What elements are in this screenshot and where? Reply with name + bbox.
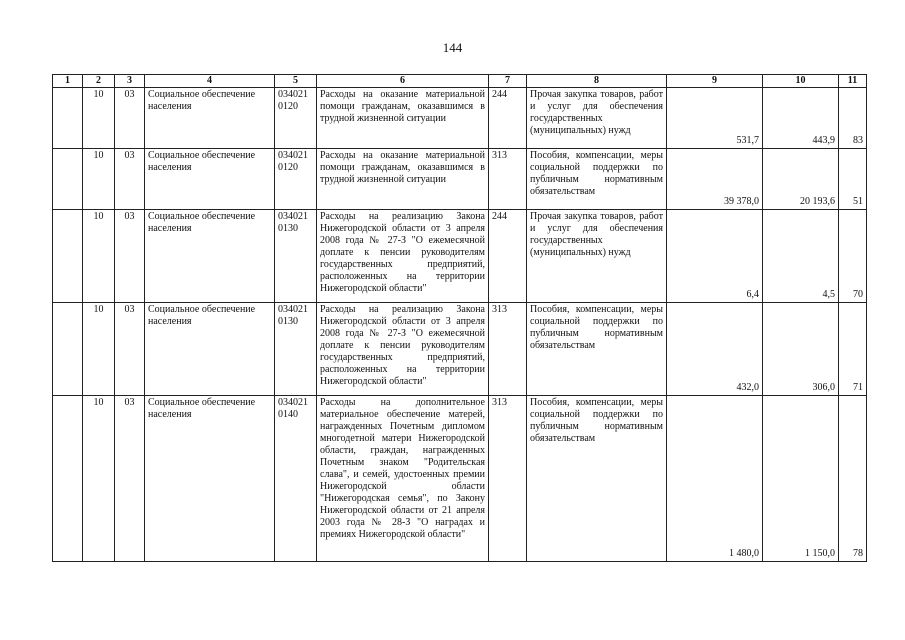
table-row <box>53 88 867 149</box>
cell-section: 10 <box>83 149 115 210</box>
cell-section: 10 <box>83 88 115 149</box>
column-header-3: 3 <box>115 75 145 88</box>
cell-target-code: 034021 0120 <box>275 88 317 149</box>
cell-type-name: Пособия, компенсации, меры социальной поддержки по публичным нормативным обязательствам <box>527 149 667 210</box>
table-header-row <box>53 75 867 88</box>
cell-type-code: 244 <box>489 210 527 303</box>
cell-subsection: 03 <box>115 396 145 562</box>
cell-executed: 20 193,6 <box>763 149 839 210</box>
column-header-10: 10 <box>763 75 839 88</box>
cell-percent: 71 <box>839 303 867 396</box>
cell-type-name: Прочая закупка товаров, работ и услуг для обеспечения государственных (муниципальных) нужд <box>527 88 667 149</box>
cell-section-name: Социальное обеспечение населения <box>145 210 275 303</box>
cell-target-code: 034021 0140 <box>275 396 317 562</box>
column-header-8: 8 <box>527 75 667 88</box>
cell-planned: 531,7 <box>667 88 763 149</box>
cell-type-name: Пособия, компенсации, меры социальной поддержки по публичным нормативным обязательствам <box>527 303 667 396</box>
cell-subsection: 03 <box>115 210 145 303</box>
cell-col1 <box>53 88 83 149</box>
cell-subsection: 03 <box>115 88 145 149</box>
cell-executed: 306,0 <box>763 303 839 396</box>
column-header-2: 2 <box>83 75 115 88</box>
cell-expense-name: Расходы на дополнительное материальное обеспечение матерей, награжденных Почетным дипломом многодетной матери Нижегородской области, граждан, награжденных Почетным знаком "Родительская слава", и семей, удостоенных премии Нижегородской области "Нижегородская семья", по Закону Нижегородской области от 21 апреля 2003 года № 28-З "О наградах и премиях Нижегородской области" <box>317 396 489 562</box>
cell-target-code: 034021 0130 <box>275 303 317 396</box>
column-header-11: 11 <box>839 75 867 88</box>
cell-executed: 1 150,0 <box>763 396 839 562</box>
cell-planned: 1 480,0 <box>667 396 763 562</box>
column-header-4: 4 <box>145 75 275 88</box>
cell-col1 <box>53 149 83 210</box>
cell-section-name: Социальное обеспечение населения <box>145 303 275 396</box>
table-row <box>53 149 867 210</box>
column-header-5: 5 <box>275 75 317 88</box>
cell-type-name: Прочая закупка товаров, работ и услуг для обеспечения государственных (муниципальных) нужд <box>527 210 667 303</box>
cell-percent: 70 <box>839 210 867 303</box>
cell-subsection: 03 <box>115 149 145 210</box>
cell-expense-name: Расходы на реализацию Закона Нижегородской области от 3 апреля 2008 года № 27-З "О ежемесячной доплате к пенсии руководителям государственных предприятий, расположенных на территории Нижегородской области" <box>317 210 489 303</box>
table-row <box>53 396 867 562</box>
table-row <box>53 210 867 303</box>
cell-col1 <box>53 303 83 396</box>
cell-type-code: 313 <box>489 396 527 562</box>
cell-expense-name: Расходы на реализацию Закона Нижегородской области от 3 апреля 2008 года № 27-З "О ежемесячной доплате к пенсии руководителям государственных предприятий, расположенных на территории Нижегородской области" <box>317 303 489 396</box>
column-header-7: 7 <box>489 75 527 88</box>
budget-table <box>52 74 867 562</box>
cell-target-code: 034021 0120 <box>275 149 317 210</box>
column-header-9: 9 <box>667 75 763 88</box>
cell-section-name: Социальное обеспечение населения <box>145 396 275 562</box>
cell-planned: 6,4 <box>667 210 763 303</box>
cell-planned: 432,0 <box>667 303 763 396</box>
cell-percent: 83 <box>839 88 867 149</box>
cell-executed: 4,5 <box>763 210 839 303</box>
cell-subsection: 03 <box>115 303 145 396</box>
cell-percent: 78 <box>839 396 867 562</box>
cell-section-name: Социальное обеспечение населения <box>145 88 275 149</box>
cell-type-name: Пособия, компенсации, меры социальной поддержки по публичным нормативным обязательствам <box>527 396 667 562</box>
column-header-1: 1 <box>53 75 83 88</box>
cell-expense-name: Расходы на оказание материальной помощи гражданам, оказавшимся в трудной жизненной ситуации <box>317 149 489 210</box>
cell-section: 10 <box>83 303 115 396</box>
page-number: 144 <box>442 40 463 55</box>
cell-type-code: 244 <box>489 88 527 149</box>
cell-col1 <box>53 396 83 562</box>
cell-planned: 39 378,0 <box>667 149 763 210</box>
column-header-6: 6 <box>317 75 489 88</box>
cell-type-code: 313 <box>489 149 527 210</box>
cell-type-code: 313 <box>489 303 527 396</box>
cell-target-code: 034021 0130 <box>275 210 317 303</box>
cell-executed: 443,9 <box>763 88 839 149</box>
cell-percent: 51 <box>839 149 867 210</box>
table-row <box>53 303 867 396</box>
cell-col1 <box>53 210 83 303</box>
cell-section: 10 <box>83 210 115 303</box>
cell-section: 10 <box>83 396 115 562</box>
cell-expense-name: Расходы на оказание материальной помощи гражданам, оказавшимся в трудной жизненной ситуации <box>317 88 489 149</box>
cell-section-name: Социальное обеспечение населения <box>145 149 275 210</box>
